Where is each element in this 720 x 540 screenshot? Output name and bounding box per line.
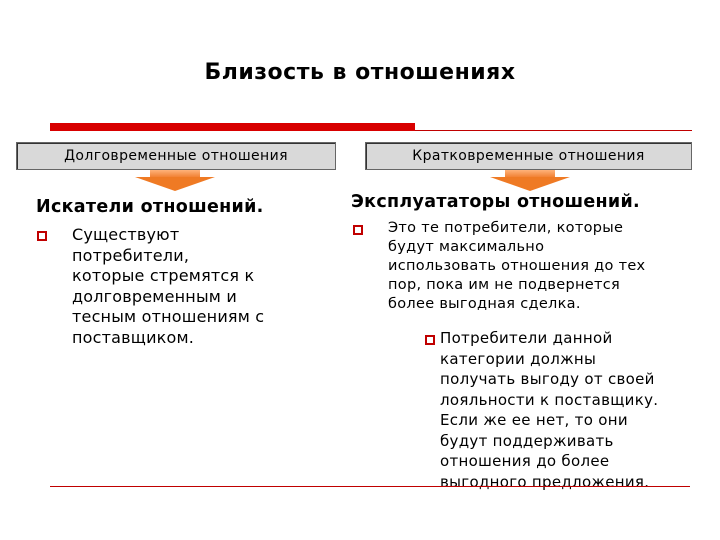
right-sub-bullet-text: Потребители данной категории должны получать выгоду от своей лояльности к поставщику. Если же ее нет, то они будут поддерживать отношения до более выгодного предложения. <box>440 329 659 491</box>
short-term-header-label: Кратковременные отношения <box>412 148 645 164</box>
sub-bullet-square-icon <box>425 335 435 345</box>
slide-title: Близость в отношениях <box>204 60 516 85</box>
left-column-heading: Искатели отношений. <box>36 197 264 217</box>
top-accent-bar <box>50 123 415 131</box>
right-bullet-text: Это те потребители, которые будут максимально использовать отношения до тех пор, пока им не подвернется более выгодная сделка. <box>388 220 646 312</box>
right-column-heading: Эксплуататоры отношений. <box>351 192 640 212</box>
bottom-divider-line <box>50 486 690 487</box>
left-bullet-text: Существуют потребители, которые стремятся к долговременным и тесным отношениям с поставщиком. <box>72 225 265 347</box>
long-term-header-box <box>16 142 336 170</box>
bullet-square-icon <box>37 231 47 241</box>
long-term-header-label: Долговременные отношения <box>64 148 288 164</box>
bullet-square-icon <box>353 225 363 235</box>
short-term-header-box <box>365 142 692 170</box>
